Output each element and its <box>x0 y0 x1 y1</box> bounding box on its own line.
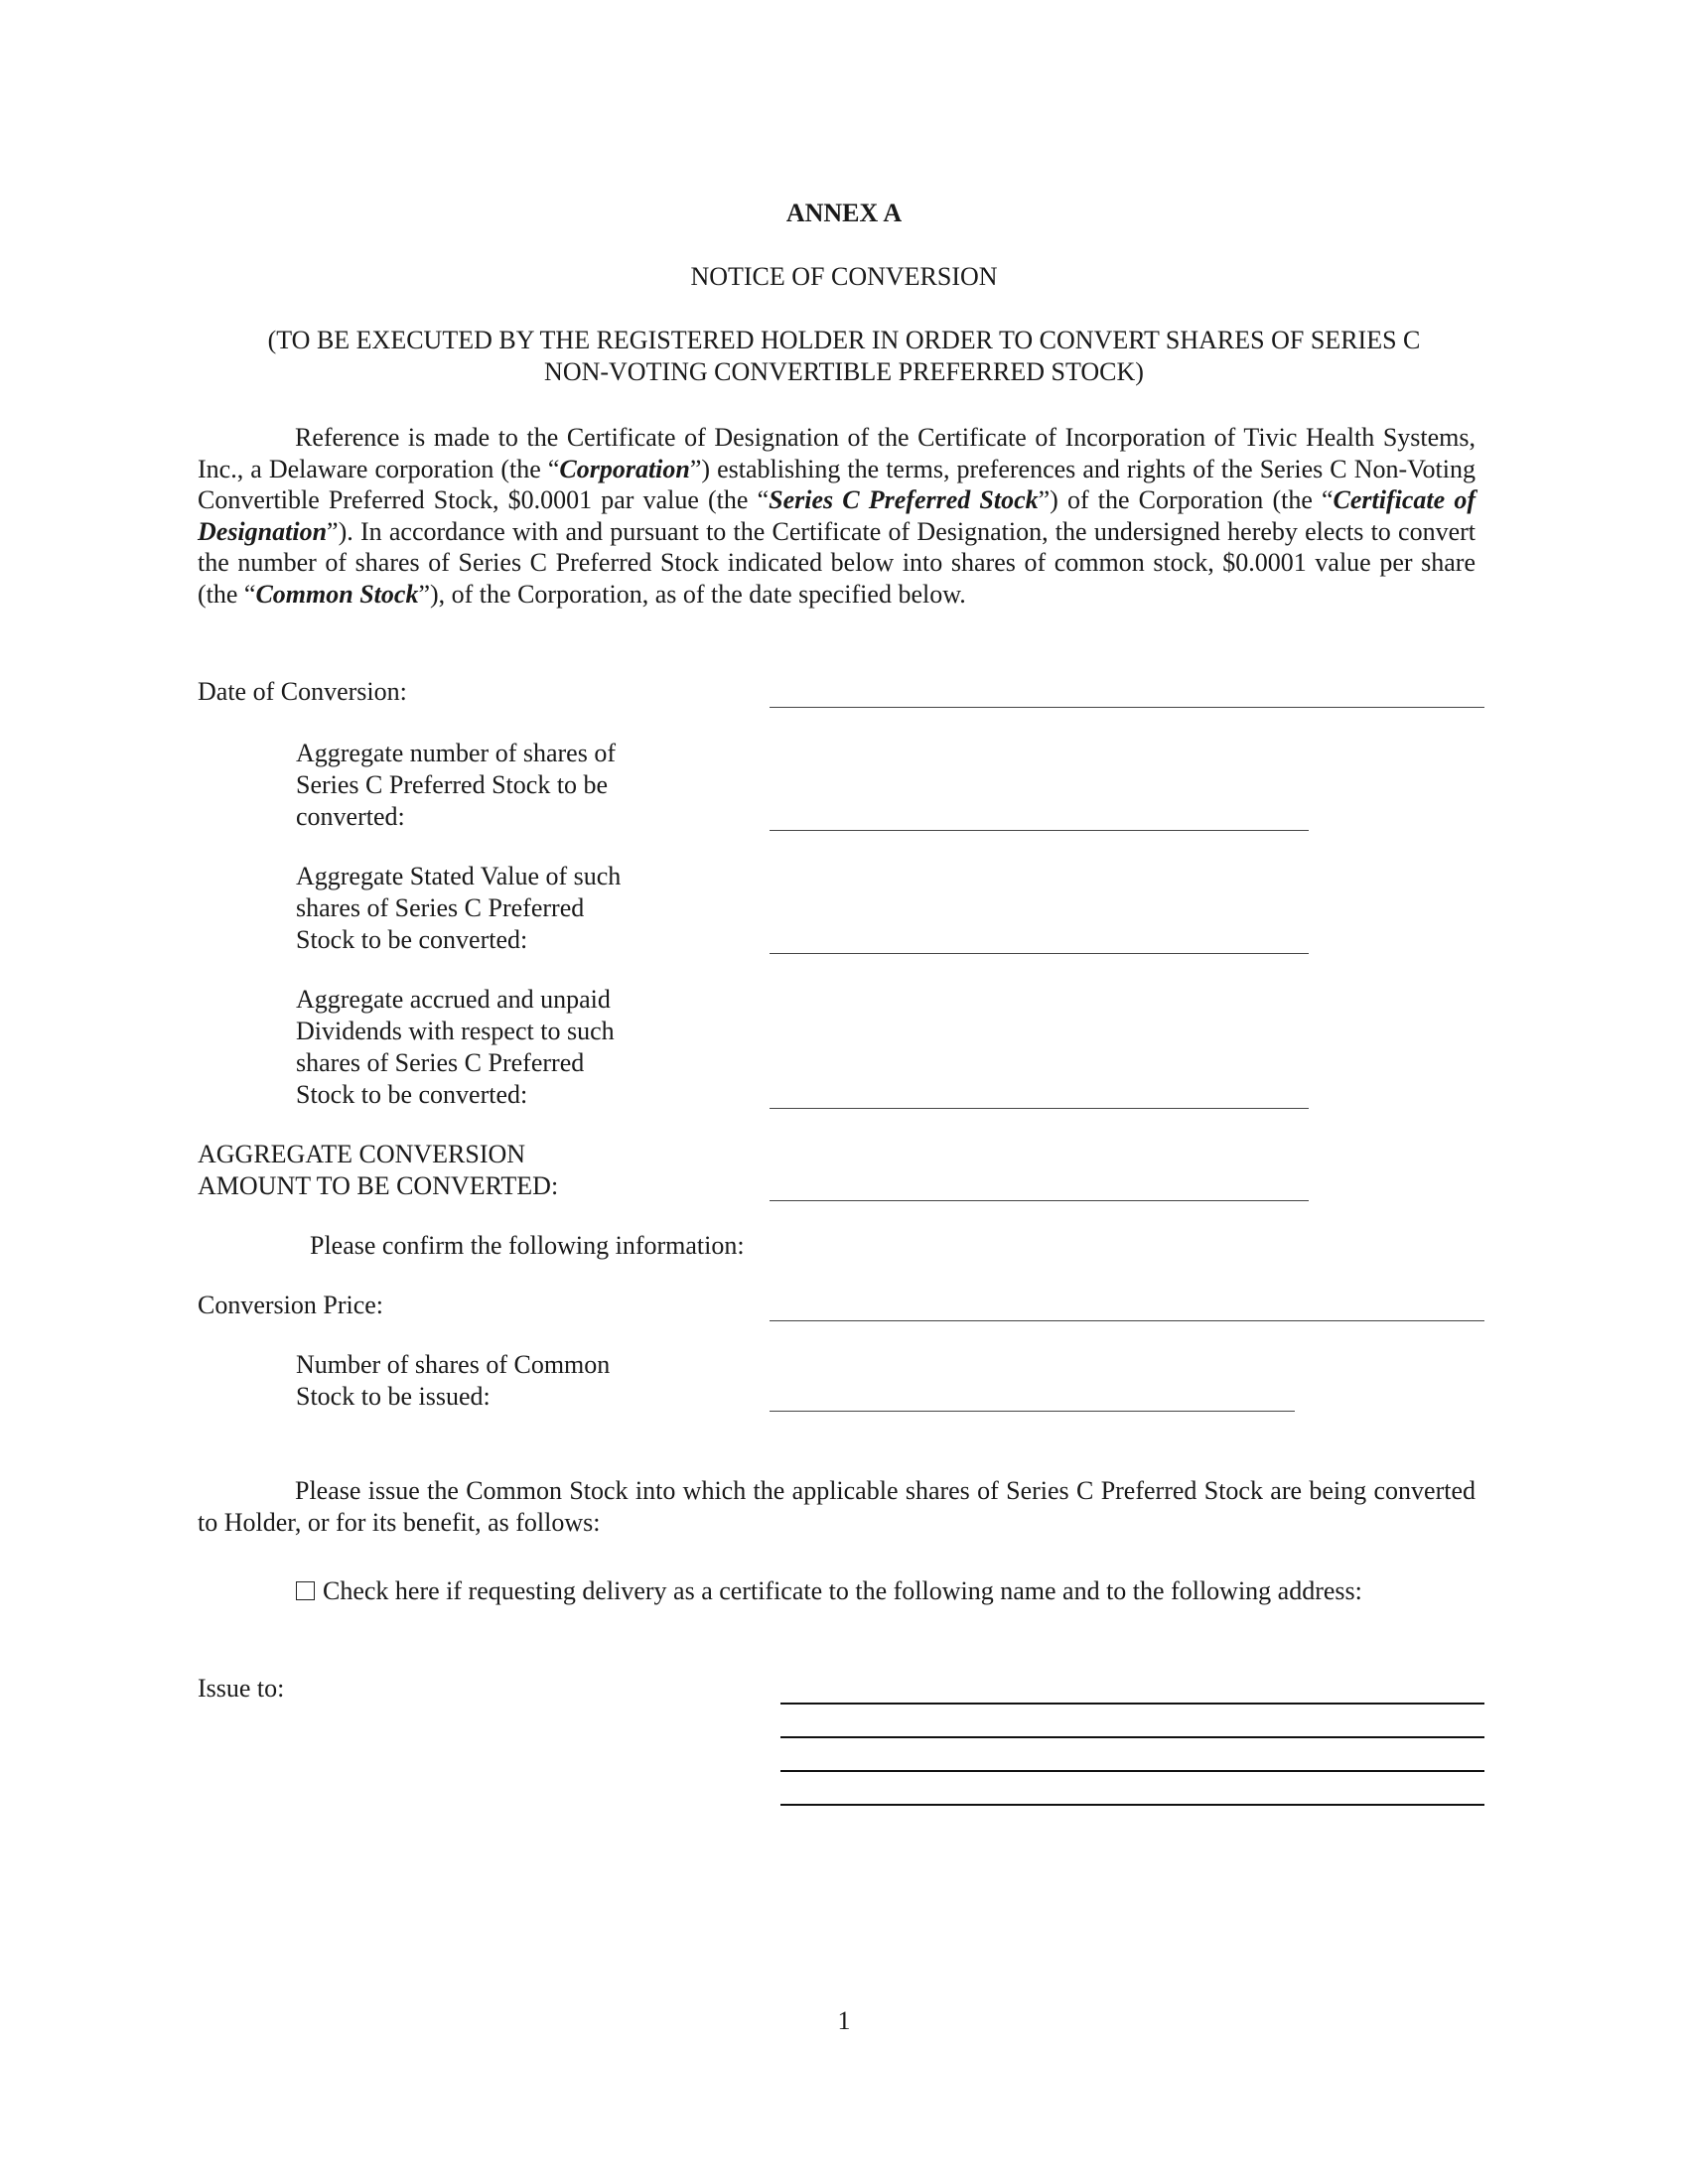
confirm-label: Please confirm the following information: <box>310 1231 745 1260</box>
agg-amount-line[interactable] <box>770 1200 1309 1201</box>
issue-to-line-4[interactable] <box>780 1804 1484 1806</box>
issue-to-line-3[interactable] <box>780 1770 1484 1772</box>
defined-term-common-stock: Common Stock <box>255 579 419 609</box>
agg-amount-label: AGGREGATE CONVERSION AMOUNT TO BE CONVERTED: <box>198 1140 559 1200</box>
issue-instruction: Please issue the Common Stock into which the applicable shares of Series C Preferred Stock are being converted to Holder, or for its benefit, as follows: <box>198 1476 1476 1537</box>
issue-to-line-1[interactable] <box>780 1703 1484 1705</box>
defined-term-corporation: Corporation <box>559 454 690 483</box>
agg-shares-line[interactable] <box>770 830 1309 831</box>
agg-dividends-line[interactable] <box>770 1108 1309 1109</box>
agg-shares-label: Aggregate number of shares of Series C Preferred Stock to be converted: <box>296 739 616 831</box>
intro-paragraph: Reference is made to the Certificate of Designation of the Certificate of Incorporation of Tivic Health Systems, Inc., a Delaware corporation (the “Corporation”) establishing the terms, preferences and rights of the Series C Non-Voting Convertible Preferred Stock, $0.0001 par value (the “Series C Preferred Stock”) of the Corporation (the “Certificate of Designation”). In accordance with and pursuant to the Certificate of Designation, the undersigned hereby elects to convert the number of shares of Series C Preferred Stock indicated below into shares of common stock, $0.0001 value per share (the “Common Stock”), of the Corporation, as of the date specified below. <box>198 423 1476 609</box>
defined-term-certificate: Certificate of Designation <box>198 485 1476 546</box>
num-common-line[interactable] <box>770 1411 1295 1412</box>
num-common-label: Number of shares of Common Stock to be issued: <box>296 1350 611 1411</box>
conversion-price-label: Conversion Price: <box>198 1291 384 1319</box>
document-title: NOTICE OF CONVERSION <box>690 262 998 291</box>
certificate-checkbox-row[interactable] <box>296 1575 1362 1607</box>
agg-stated-value-label: Aggregate Stated Value of such shares of Series C Preferred Stock to be converted: <box>296 862 622 954</box>
annex-heading: ANNEX A <box>785 199 903 227</box>
subtitle-line-2: NON-VOTING CONVERTIBLE PREFERRED STOCK) <box>544 357 1144 386</box>
page-number: 1 <box>837 2006 851 2035</box>
date-of-conversion-label: Date of Conversion: <box>198 677 407 706</box>
defined-term-series-c: Series C Preferred Stock <box>769 485 1039 514</box>
conversion-price-line[interactable] <box>770 1320 1484 1321</box>
date-of-conversion-line[interactable] <box>770 707 1484 708</box>
agg-dividends-label: Aggregate accrued and unpaid Dividends with respect to such shares of Series C Preferred Stock to be converted: <box>296 985 615 1109</box>
checkbox-icon[interactable] <box>296 1581 315 1600</box>
agg-stated-value-line[interactable] <box>770 953 1309 954</box>
issue-to-line-2[interactable] <box>780 1736 1484 1738</box>
checkbox-label: Check here if requesting delivery as a certificate to the following name and to the following address: <box>323 1576 1362 1605</box>
issue-to-label: Issue to: <box>198 1674 285 1703</box>
subtitle-line-1: (TO BE EXECUTED BY THE REGISTERED HOLDER IN ORDER TO CONVERT SHARES OF SERIES C <box>267 326 1421 354</box>
